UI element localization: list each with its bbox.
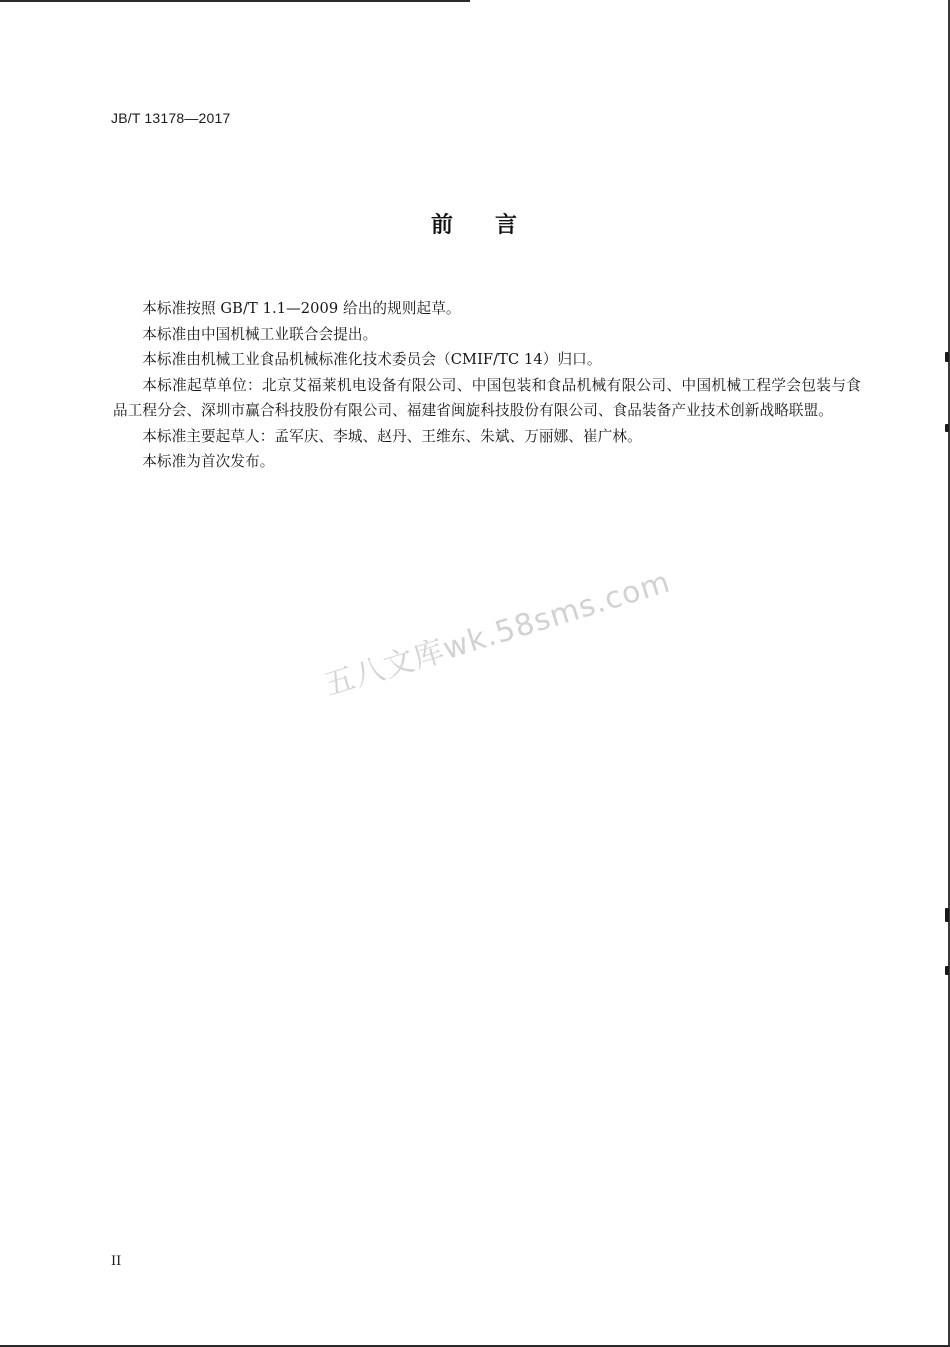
title-char: 前	[430, 213, 455, 238]
paragraph-drafting-units: 本标准起草单位：北京艾福莱机电设备有限公司、中国包装和食品机械有限公司、中国机械工程学会包装与食品工程分会、深圳市赢合科技股份有限公司、福建省闽旋科技股份有限公司、食品装备产业技术创新战略联盟。	[113, 376, 861, 419]
page-title	[0, 210, 950, 242]
title-char: 言	[495, 213, 520, 238]
paragraph-drafters: 本标准主要起草人：孟军庆、李城、赵丹、王维东、朱斌、万丽娜、崔广林。	[142, 427, 642, 445]
scan-border-top	[0, 0, 470, 2]
paragraph-proposer: 本标准由中国机械工业联合会提出。	[142, 325, 378, 343]
standard-code: JB/T 13178—2017	[111, 110, 231, 126]
paragraph-technical-committee: 本标准由机械工业食品机械标准化技术委员会（CMIF/TC 14）归口。	[142, 351, 602, 368]
scan-mark	[945, 908, 949, 922]
paragraph-drafting-rules: 本标准按照 GB/T 1.1—2009 给出的规则起草。	[142, 300, 461, 317]
foreword-body	[113, 296, 861, 475]
scan-mark	[945, 424, 949, 432]
scan-mark	[945, 352, 949, 362]
paragraph-first-release: 本标准为首次发布。	[142, 453, 275, 470]
scan-mark	[945, 966, 949, 975]
watermark: 五八文库wk.58sms.com	[320, 564, 675, 704]
page-number: II	[111, 1254, 122, 1269]
